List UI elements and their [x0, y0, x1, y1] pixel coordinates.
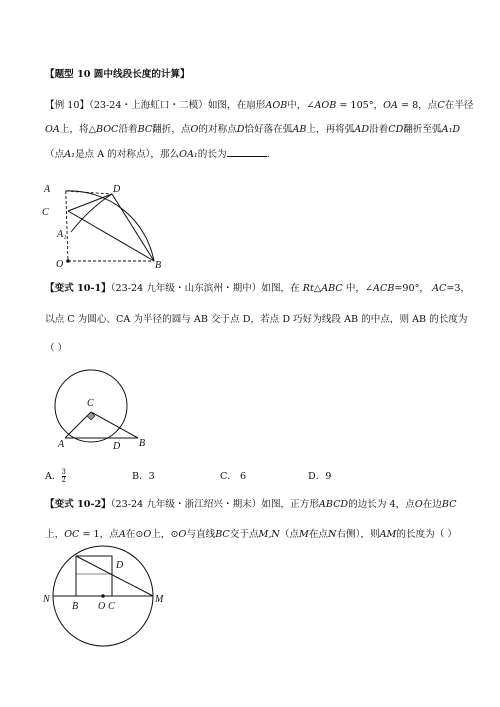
example-10-line-2 — [45, 123, 460, 136]
point-o — [101, 594, 105, 598]
text: 翻折至弧 — [403, 124, 442, 135]
label-a: A — [44, 184, 51, 195]
math: C — [437, 100, 445, 111]
point-o — [66, 259, 70, 263]
label-d: D — [116, 560, 124, 571]
text: 的对称点 — [198, 124, 237, 135]
math: OA — [45, 124, 60, 135]
text: . — [266, 149, 270, 160]
variant-10-2-line-1 — [45, 498, 456, 511]
math: AOB — [314, 100, 337, 111]
text: = 105°， — [336, 100, 384, 111]
option-c[interactable]: C． 6 — [220, 471, 247, 482]
text: 上， — [45, 529, 65, 540]
text: = 1，点 — [79, 529, 119, 540]
segment-cb — [91, 412, 138, 438]
segment-cd — [68, 194, 112, 211]
variant-title: 【变式 10-2】 — [45, 499, 111, 510]
math: ABCD — [318, 499, 349, 510]
text: 的长度为（ ） — [396, 529, 457, 540]
text: 与直线 — [186, 529, 216, 540]
text: （点 — [45, 149, 65, 160]
arc-ab — [66, 191, 154, 261]
math: OA — [383, 100, 398, 111]
text: （点 — [279, 529, 300, 540]
label-b: B — [155, 260, 162, 271]
text: 【例 10】（23-24・上海虹口・二模）如图，在扇形 — [45, 100, 266, 111]
figure-circle-triangle — [45, 368, 155, 453]
math: A₁ — [64, 149, 75, 160]
text: 上，⊙ — [151, 529, 179, 540]
text: = 8，点 — [397, 100, 438, 111]
text: 上，再将弧 — [306, 124, 355, 135]
text: =90°， — [394, 283, 433, 294]
variant-10-2-line-2 — [45, 528, 457, 541]
math: O — [178, 529, 187, 540]
math: BC — [441, 499, 457, 510]
radius-oa — [66, 191, 68, 261]
label-b: B — [72, 601, 79, 612]
option-d[interactable]: D．9 — [308, 471, 332, 482]
math: N — [328, 529, 337, 540]
arc-a1d — [71, 194, 112, 232]
math: A₁D — [441, 124, 461, 135]
text: 的边长为 4，点 — [348, 499, 415, 510]
math: AB — [292, 124, 307, 135]
text: 右侧），则 — [336, 529, 380, 540]
figure-square-circle — [40, 550, 180, 655]
label-c: C — [87, 398, 94, 409]
math: O — [414, 499, 423, 510]
text: 中，∠ — [342, 283, 374, 294]
math: O — [190, 124, 199, 135]
variant-title: 【变式 10-1】 — [45, 283, 111, 294]
math: AC — [432, 283, 447, 294]
label-n: N — [43, 594, 50, 605]
math: CD — [388, 124, 404, 135]
label-b: B — [139, 438, 146, 449]
figure-sector-fold — [40, 180, 170, 270]
label-o: O — [56, 259, 64, 270]
label-o: O — [98, 601, 106, 612]
segment-am — [76, 556, 153, 596]
text: 沿着 — [118, 124, 138, 135]
math: AD — [354, 124, 370, 135]
segment-cb — [68, 211, 154, 261]
example-10-line-1 — [45, 99, 474, 112]
text: 翻折，点 — [152, 124, 191, 135]
math: AM — [379, 529, 397, 540]
label-c: C — [42, 207, 49, 218]
math: BC — [137, 124, 153, 135]
math: BC — [215, 529, 230, 540]
example-10-line-3 — [45, 147, 270, 161]
math: O — [143, 529, 152, 540]
option-b[interactable]: B．3 — [132, 471, 155, 482]
text: 在点 — [308, 529, 329, 540]
square-abcd — [76, 556, 112, 596]
variant-10-1-line-3: （ ） — [45, 343, 68, 354]
text: 恰好落在弧 — [244, 124, 293, 135]
variant-10-1-line-1 — [45, 282, 470, 295]
label-c: C — [108, 601, 115, 612]
variant-10-1-line-2: 以点 C 为圆心、CA 为半径的圆与 AB 交于点 D，若点 D 巧好为线段 AB 的中点，则 AB 的长度为 — [45, 314, 468, 325]
text: 交于点 — [229, 529, 259, 540]
segment-db — [112, 194, 154, 261]
label-d: D — [113, 184, 121, 195]
math: M — [299, 529, 309, 540]
text: 中，∠ — [287, 100, 315, 111]
answer-blank — [227, 147, 267, 157]
section-title: 【题型 10 圆中线段长度的计算】 — [45, 69, 190, 80]
math: ACB — [373, 283, 395, 294]
math: A — [118, 529, 126, 540]
math: Rt△ABC — [302, 283, 343, 294]
text: （23-24 九年级・浙江绍兴・期末）如图，正方形 — [110, 499, 319, 510]
text: 在边 — [422, 499, 442, 510]
text: =3， — [446, 283, 471, 294]
text: 在⊙ — [125, 529, 144, 540]
label-d: D — [113, 441, 121, 452]
text: 沿着 — [369, 124, 389, 135]
math: M,N — [258, 529, 280, 540]
text: （23-24 九年级・山东滨州・期中）如图，在 — [110, 283, 303, 294]
math: AOB — [265, 100, 288, 111]
text: 是点 A 的对称点），那么 — [74, 149, 180, 160]
label-a: A — [58, 439, 65, 450]
text: 在半径 — [444, 100, 474, 111]
math: OA₁ — [179, 149, 198, 160]
option-a[interactable]: A． $\frac{3}{2}$ — [45, 468, 66, 484]
math: OC — [64, 529, 80, 540]
text: 上，将△ — [59, 124, 96, 135]
math: BOC — [95, 124, 119, 135]
segment-ad — [66, 191, 112, 194]
label-m: M — [155, 594, 164, 605]
text: 的长为 — [197, 149, 227, 160]
label-a1: A₁ — [57, 229, 67, 240]
math: D — [236, 124, 245, 135]
